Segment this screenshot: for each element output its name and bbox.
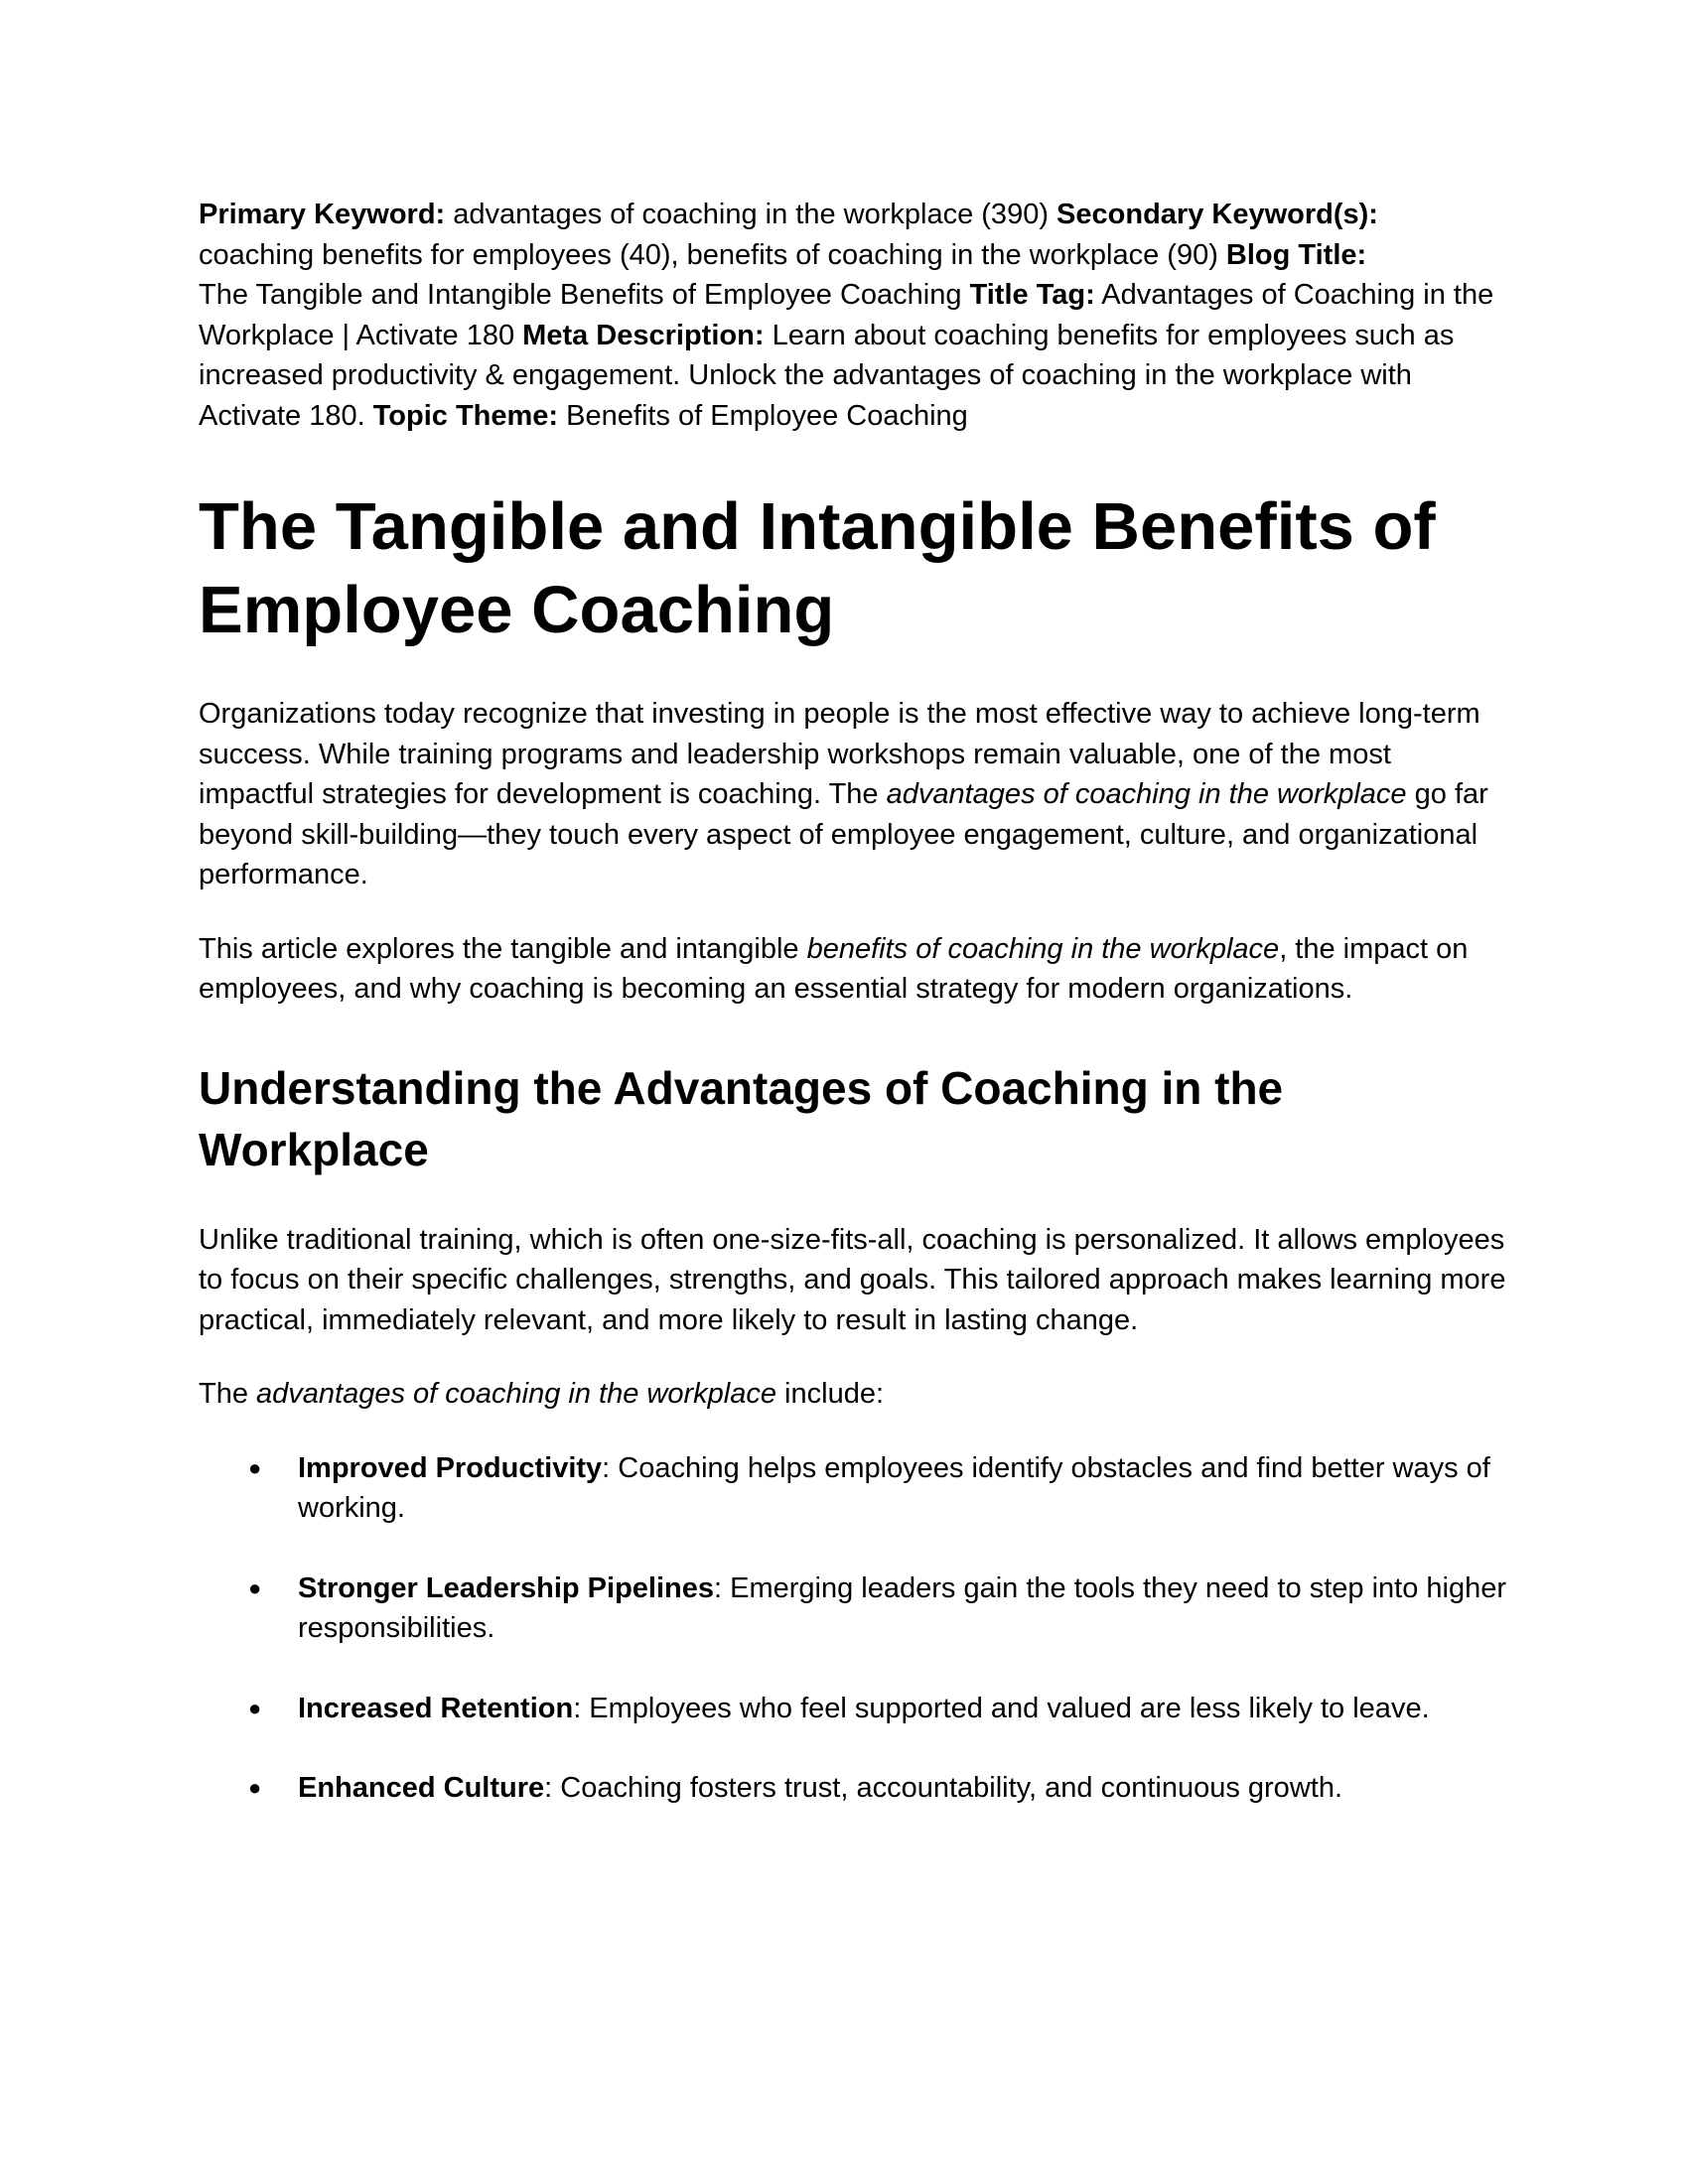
intro-1-emphasis: advantages of coaching in the workplace xyxy=(886,778,1407,810)
section-heading-line-1: Understanding the Advantages of Coaching in the xyxy=(199,1061,1284,1114)
blog-title-value: The Tangible and Intangible Benefits of Employee Coaching xyxy=(199,279,962,311)
include-text-after: include: xyxy=(776,1378,885,1410)
article-title-line-1: The Tangible and Intangible Benefits of xyxy=(199,489,1436,564)
article-title xyxy=(199,485,1509,652)
topic-theme-value: Benefits of Employee Coaching xyxy=(566,399,968,432)
intro-paragraph-2 xyxy=(199,929,1509,1010)
intro-2-text-before: This article explores the tangible and intangible xyxy=(199,932,807,965)
list-item-text: : Coaching helps employees identify obstacles and find better ways of working. xyxy=(298,1451,1490,1524)
topic-theme-label: Topic Theme: xyxy=(372,399,559,432)
include-emphasis: advantages of coaching in the workplace xyxy=(256,1378,776,1410)
intro-2-text-after: , the impact on employees, and why coaching is becoming an essential strategy for modern organizations. xyxy=(199,932,1469,1005)
blog-title-label: Blog Title: xyxy=(1225,238,1367,271)
bullet-icon: ● xyxy=(248,1695,262,1720)
section-heading-line-2: Workplace xyxy=(199,1123,429,1175)
seo-meta-block xyxy=(199,195,1509,436)
bullet-icon: ● xyxy=(248,1574,262,1600)
bullet-icon: ● xyxy=(248,1775,262,1800)
intro-2-emphasis: benefits of coaching in the workplace xyxy=(806,932,1280,965)
list-item-text: : Employees who feel supported and valued are less likely to leave. xyxy=(573,1692,1430,1724)
list-item-label: Improved Productivity xyxy=(298,1451,603,1484)
benefits-list xyxy=(199,1448,1509,1809)
bullet-icon: ● xyxy=(248,1454,262,1480)
secondary-keyword-label: Secondary Keyword(s): xyxy=(1056,199,1378,230)
primary-keyword-value: advantages of coaching in the workplace (390) xyxy=(453,199,1049,230)
intro-1-text-before: Organizations today recognize that investing in people is the most effective way to achieve long-term success. While training programs and leadership workshops remain valuable, one of the most impactful strategies for development is coaching. The xyxy=(199,698,1480,810)
document-page xyxy=(199,195,1509,1848)
title-tag-value: Advantages of Coaching in the Workplace | Activate 180 xyxy=(199,279,1494,351)
list-item xyxy=(199,1448,1509,1529)
list-item-label: Enhanced Culture xyxy=(298,1772,545,1804)
meta-description-value: Learn about coaching benefits for employees such as increased productivity & engagement. Unlock the advantages of coaching in the workplace with Activate 180. xyxy=(199,319,1455,432)
list-item-label: Increased Retention xyxy=(298,1692,574,1724)
include-text-before: The xyxy=(199,1378,257,1410)
list-item-text: : Coaching fosters trust, accountability, and continuous growth. xyxy=(544,1772,1342,1804)
include-line xyxy=(199,1374,1509,1415)
section-paragraph: Unlike traditional training, which is often one-size-fits-all, coaching is personalized. It allows employees to focus on their specific challenges, strengths, and goals. This tailored approach makes learning more practical, immediately relevant, and more likely to result in lasting change. xyxy=(199,1223,1506,1336)
list-item-label: Stronger Leadership Pipelines xyxy=(298,1571,714,1604)
list-item xyxy=(199,1768,1509,1809)
primary-keyword-label: Primary Keyword: xyxy=(199,199,446,230)
title-tag-label: Title Tag: xyxy=(969,279,1095,311)
list-item xyxy=(199,1689,1509,1729)
list-item-text: : Emerging leaders gain the tools they need to step into higher responsibilities. xyxy=(298,1571,1507,1644)
list-item xyxy=(199,1569,1509,1649)
secondary-keyword-value: coaching benefits for employees (40), benefits of coaching in the workplace (90) xyxy=(199,238,1218,271)
section-heading xyxy=(199,1057,1509,1180)
intro-paragraph-1 xyxy=(199,694,1509,895)
intro-1-text-after: go far beyond skill-building—they touch every aspect of employee engagement, culture, and organizational performance. xyxy=(199,778,1488,890)
meta-description-label: Meta Description: xyxy=(522,319,765,351)
article-title-line-2: Employee Coaching xyxy=(199,573,835,647)
